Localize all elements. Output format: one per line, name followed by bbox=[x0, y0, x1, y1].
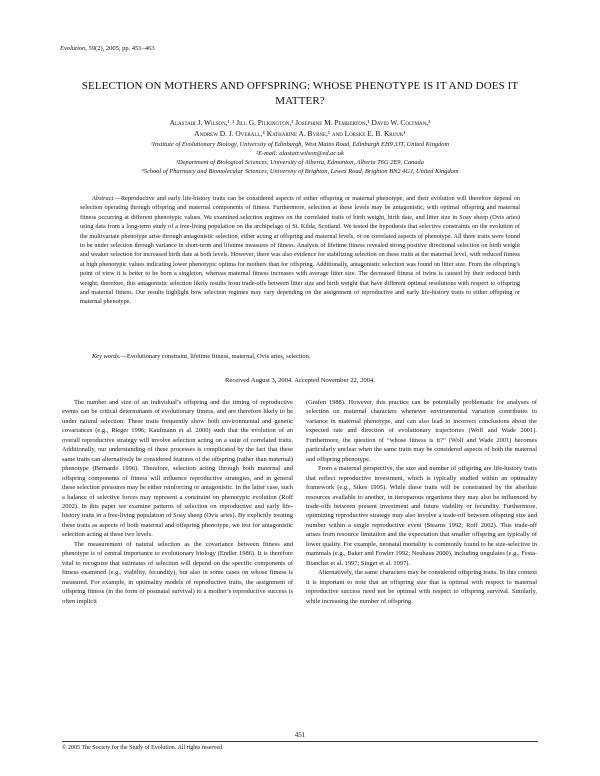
abstract-label: Abstract. bbox=[92, 195, 115, 202]
abstract-text: —Reproductive and early life-history traits can be considered aspects of either offspring or maternal phenotype, and their evolution will therefore depend on selection operating through offspring and maternal components of fitness. Furthermore, selection at these levels may be antagonistic, with optimal offspring and maternal fitness occurring at different phenotypic values. We examined selection regimes on the correlated traits of birth weight, birth date, and litter size in Soay sheep (Ovis aries) using data from a long-term study of a free-living population on the archipelago of St. Kilda, Scotland. We tested the hypothesis that selective constraints on the evolution of the multivariate phenotype arise through antagonistic selection, either acting at offspring and maternal levels, or on correlated aspects of phenotype. All three traits were found to be under selection through variance in short-term and lifetime measures of fitness. Analysis of lifetime fitness revealed strong positive directional selection on birth weight and weaker selection for increased birth date at both levels. However, there was also evidence for stabilizing selection on these traits at the maternal level, with reduced fitness at high phenotypic values indicating lower phenotypic optima for mothers than for offspring. Additionally, antagonistic selection was found on litter size. From the offspring’s point of view it is better to be born a singleton, whereas maternal fitness increases with average litter size. The decreased fitness of twins is caused by their reduced birth weight; therefore, this antagonistic selection likely results from trade-offs between litter size and birth weight that have different optimal resolutions with respect to offspring and maternal fitness. Our results highlight how selection regimes may vary depending on the assignment of reproductive and early life-history traits to either offspring or maternal phenotype. bbox=[80, 195, 520, 306]
keywords bbox=[80, 352, 520, 361]
author-line-1: Alastair J. Wilson,¹˒² Jill G. Pilkington,¹ Josephine M. Pemberton,¹ David W. Coltman,³ bbox=[169, 118, 431, 127]
keywords-text: —Evolutionary constraint, lifetime fitness, maternal, Ovis aries, selection. bbox=[120, 353, 311, 360]
article-title: SELECTION ON MOTHERS AND OFFSPRING: WHOSE PHENOTYPE IS IT AND DOES IT MATTER? bbox=[81, 80, 519, 107]
affiliation-1: ¹Institute of Evolutionary Biology, University of Edinburgh, West Mains Road, Edinburgh EH9 3JT, United Kingdom bbox=[150, 141, 450, 148]
footer-divider bbox=[62, 741, 538, 742]
abstract bbox=[80, 194, 520, 307]
affiliations bbox=[60, 140, 540, 176]
paragraph: (Grafen 1988). However, this practice can be potentially problematic for analyses of selection on maternal characters whenever environmental variation contributes to variance in maternal phenotype, and can also lead to incorrect conclusions about the expected rate and direction of evolutionary trajectories (Wolf and Wade 2001). Furthermore, the question of “whose fitness is it?” (Wolf and Wade 2001) becomes particularly unclear when the same traits may be considered aspects of both the maternal and offspring phenotype. bbox=[306, 399, 537, 463]
keywords-label: Key words. bbox=[92, 353, 121, 360]
copyright-notice: © 2005 The Society for the Study of Evolution. All rights reserved. bbox=[62, 745, 224, 751]
journal-header bbox=[60, 45, 155, 52]
affiliation-3: ³Department of Biological Sciences, University of Alberta, Edmonton, Alberta T6G 2E9, Canada bbox=[176, 159, 424, 166]
received-dates: Received August 3, 2004. Accepted November 22, 2004. bbox=[225, 377, 375, 384]
paragraph: Alternatively, the same characters may be considered offspring traits. In this context it is important to note that an offspring size that is optimal with respect to maternal reproductive success need not be optimal with respect to offspring survival. Similarly, while increasing the number of offspring bbox=[306, 569, 537, 605]
paragraph: From a maternal perspective, the size and number of offspring are life-history traits that reflect reproductive investment, which is typically studied within an optimality framework (e.g., Sikes 1995). While these traits will be constrained by the absolute resources available to another, in iteroparous organisms they may also be influenced by trade-offs between present investment and future viability or fecundity. Furthermore, optimizing reproductive strategy may also involve a trade-off between offspring size and number within a single reproductive event (Stearns 1992; Roff 2002). This trade-off arises from resource limitation and the expectation that smaller offspring are typically of lower quality. For example, neonatal mortality is commonly found to be size-selective in mammals (e.g., Baker and Fowler 1992; Neuhaus 2000), including ungulates (e.g., Festa-Bianchet et al. 1997; Singer et al. 1997). bbox=[306, 465, 537, 567]
author-list bbox=[60, 117, 540, 139]
journal-citation: 59(2), 2005, pp. 451–463 bbox=[88, 45, 155, 52]
paragraph: The number and size of an individual’s offspring and the timing of reproductive events can be critical determinants of evolutionary fitness, and are therefore likely to be under natural selection. These traits frequently show both environmental and genetic covariances (e.g., Rieger 1996; Kaufmann et al. 2000) such that the evolution of an overall reproductive strategy will involve selection acting on a suite of correlated traits. Additionally, our understanding of these processes is complicated by the fact that these same traits can alternatively be considered features of the offspring (rather than maternal) phenotype (Bernardo 1996). Therefore, selection acting through both maternal and offspring components of fitness will influence reproductive strategies, and in general these selection pressures may be either reinforcing or antagonistic. In the latter case, such a balance of selective forces may represent a constraint on phenotypic evolution (Roff 2002). In this paper we examine patterns of selection on reproductive and early life-history traits in a free-living population of Soay sheep (Ovis aries). By explicitly treating these traits as aspects of both maternal and offspring phenotype, we test for antagonistic selection acting at these two levels. bbox=[62, 399, 293, 539]
body-column-right bbox=[306, 398, 537, 606]
body-column-left bbox=[62, 398, 293, 606]
affiliation-email: ²E-mail: alastair.wilson@ed.ac.uk bbox=[256, 150, 344, 157]
paragraph: The measurement of natural selection as the covariance between fitness and phenotype is of central importance to evolutionary biology (Endler 1986). It is therefore vital to recognize that estimates of selection will depend on the specific components of fitness examined (e.g., viability, fecundity), but also in some cases on whose fitness is measured. For example, in optimality models of reproductive traits, the assignment of offspring fitness (in the form of postnatal survival) to a mother’s reproductive success is often implicit bbox=[62, 540, 293, 605]
page-number: 451 bbox=[294, 731, 306, 739]
author-line-2: Andrew D. J. Overall,⁴ Katharine A. Byrne,¹ and Loeske E. B. Kruuk¹ bbox=[194, 129, 406, 138]
journal-name: Evolution, bbox=[60, 45, 87, 52]
affiliation-4: ⁴School of Pharmacy and Biomolecular Sciences, University of Brighton, Lewes Road, Brighton BN2 4GJ, United Kingdom bbox=[141, 168, 459, 175]
